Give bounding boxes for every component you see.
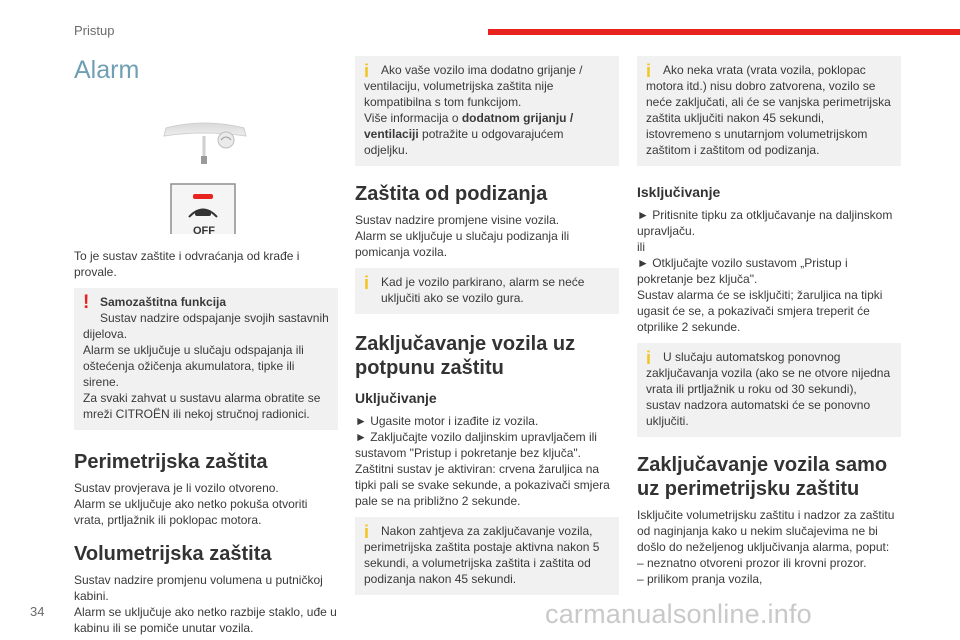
deactivation-heading: Isključivanje: [637, 184, 721, 200]
info-doors-text: Ako neka vrata (vrata vozila, poklopac motora itd.) nisu dobro zatvorena, vozilo se neće zaključati, ali će se vanjska perimetrijska zaštita uključiti nakon 45 sekundi, istovremeno s unutarnjom volumetrijskom zaštitom i zaštitom od podizanja.: [646, 63, 891, 157]
volumetric-heading: Volumetrijska zaštita: [74, 543, 272, 565]
info-box-parked: [355, 268, 619, 314]
column-3: [637, 56, 901, 587]
watermark: carmanualsonline.info: [545, 599, 812, 629]
activation-text: Zaštitni sustav je aktiviran: crvena žaruljica na tipki pali se svake sekunde, a pokazivači smjera pale se na približno 2 sekunde.: [355, 462, 610, 508]
deactivation-text: Sustav alarma će se isključiti; žaruljica na tipki ugasit će se, a pokazivači smjera treperit će otprilike 2 sekunde.: [637, 288, 883, 334]
volumetric-text2: Alarm se uključuje ako netko razbije staklo, uđe u kabinu ili se pomiče unutar vozila.: [74, 605, 337, 635]
info-heating-text2a: Više informacija o: [364, 111, 462, 125]
lift-text2: Alarm se uključuje u slučaju podizanja ili pomicanja vozila.: [355, 229, 570, 259]
page-title: Alarm: [74, 56, 140, 84]
info-heating-text2c: potražite u odgovarajućem odjeljku.: [364, 127, 564, 157]
activation-step2: ► Zaključajte vozilo daljinskim upravljačem ili sustavom "Pristup i pokretanje bez ključa".: [355, 430, 597, 460]
info-icon: i: [646, 61, 652, 81]
page-number: 34: [30, 604, 45, 619]
warning-box: [74, 288, 338, 430]
perimetric-lock-item1: – neznatno otvoreni prozor ili krovni prozor.: [637, 556, 867, 570]
header-accent-bar: [488, 29, 960, 35]
section-header: Pristup: [74, 23, 115, 38]
alarm-illustration: [74, 90, 338, 234]
full-lock-heading: Zaključavanje vozila uz potpunu zaštitu: [355, 333, 576, 379]
intro-text: To je sustav zaštite i odvraćanja od krađe i provale.: [74, 249, 300, 279]
lift-heading: Zaštita od podizanja: [355, 183, 548, 205]
info-relock-text: U slučaju automatskog ponovnog zaključavanja vozila (ako se ne otvore nijedna vrata ili prtljažnik u roku od 30 sekundi), sustav nadzora automatski će se ponovno uključiti.: [646, 350, 891, 428]
deactivation-step1: ► Pritisnite tipku za otključavanje na daljinskom upravljaču.: [637, 208, 893, 238]
info-icon: i: [646, 348, 652, 368]
deactivation-or: ili: [637, 240, 645, 254]
warning-heading: Samozaštitna funkcija: [100, 295, 227, 309]
info-box-heating: [355, 56, 619, 166]
info-heating-text2: [364, 110, 610, 158]
info-icon: i: [364, 273, 370, 293]
info-box-doors: [637, 56, 901, 166]
info-heating-link: dodatnom grijanju / ventilaciji: [364, 111, 574, 141]
info-delay-text: Nakon zahtjeva za zaključavanje vozila, perimetrijska zaštita postaje aktivna nakon 5 sekundi, a volumetrijska zaštita i zaštita od podizanja nakon 45 sekundi.: [364, 524, 600, 586]
volumetric-text: Sustav nadzire promjenu volumena u putničkoj kabini.: [74, 573, 323, 603]
perimetric-lock-text: Isključite volumetrijsku zaštitu i nadzor za zaštitu od naginjanja kako u nekim slučajevima ne bi došlo do neželjenog uključivanja alarma, poput:: [637, 508, 895, 554]
activation-heading: Uključivanje: [355, 390, 437, 406]
lift-text: Sustav nadzire promjene visine vozila.: [355, 213, 560, 227]
info-heating-text1: Ako vaše vozilo ima dodatno grijanje / ventilaciju, volumetrijska zaštita nije kompatibilna s tom funkcijom.: [364, 63, 583, 109]
info-box-delay: [355, 517, 619, 595]
perimetric-heading: Perimetrijska zaštita: [74, 451, 268, 473]
perimetric-text2: Alarm se uključuje ako netko pokuša otvoriti vrata, prtljažnik ili poklopac motora.: [74, 497, 308, 527]
off-button-label: OFF: [193, 225, 215, 234]
warning-line1: Sustav nadzire odspajanje svojih sastavnih dijelova.: [83, 311, 329, 341]
perimetric-lock-item2: – prilikom pranja vozila,: [637, 572, 763, 586]
exclamation-icon: !: [83, 292, 90, 313]
info-box-relock: [637, 343, 901, 437]
column-2: [355, 56, 619, 605]
perimetric-text: Sustav provjerava je li vozilo otvoreno.: [74, 481, 279, 495]
column-1: [74, 56, 338, 636]
warning-line2: Alarm se uključuje u slučaju odspajanja ili oštećenja ožičenja akumulatora, tipke ili sirene.: [83, 343, 304, 389]
info-icon: i: [364, 61, 370, 81]
info-icon: i: [364, 522, 370, 542]
roof-console-icon: [74, 90, 338, 234]
warning-line3: Za svaki zahvat u sustavu alarma obratite se mreži CITROËN ili nekoj stručnoj radionici.: [83, 391, 321, 421]
activation-step1: ► Ugasite motor i izađite iz vozila.: [355, 414, 539, 428]
perimetric-lock-heading: Zaključavanje vozila samo uz perimetrijsku zaštitu: [637, 454, 888, 500]
info-parked-text: Kad je vozilo parkirano, alarm se neće uključiti ako se vozilo gura.: [381, 275, 585, 305]
deactivation-step2: ► Otključajte vozilo sustavom „Pristup i pokretanje bez ključa".: [637, 256, 848, 286]
